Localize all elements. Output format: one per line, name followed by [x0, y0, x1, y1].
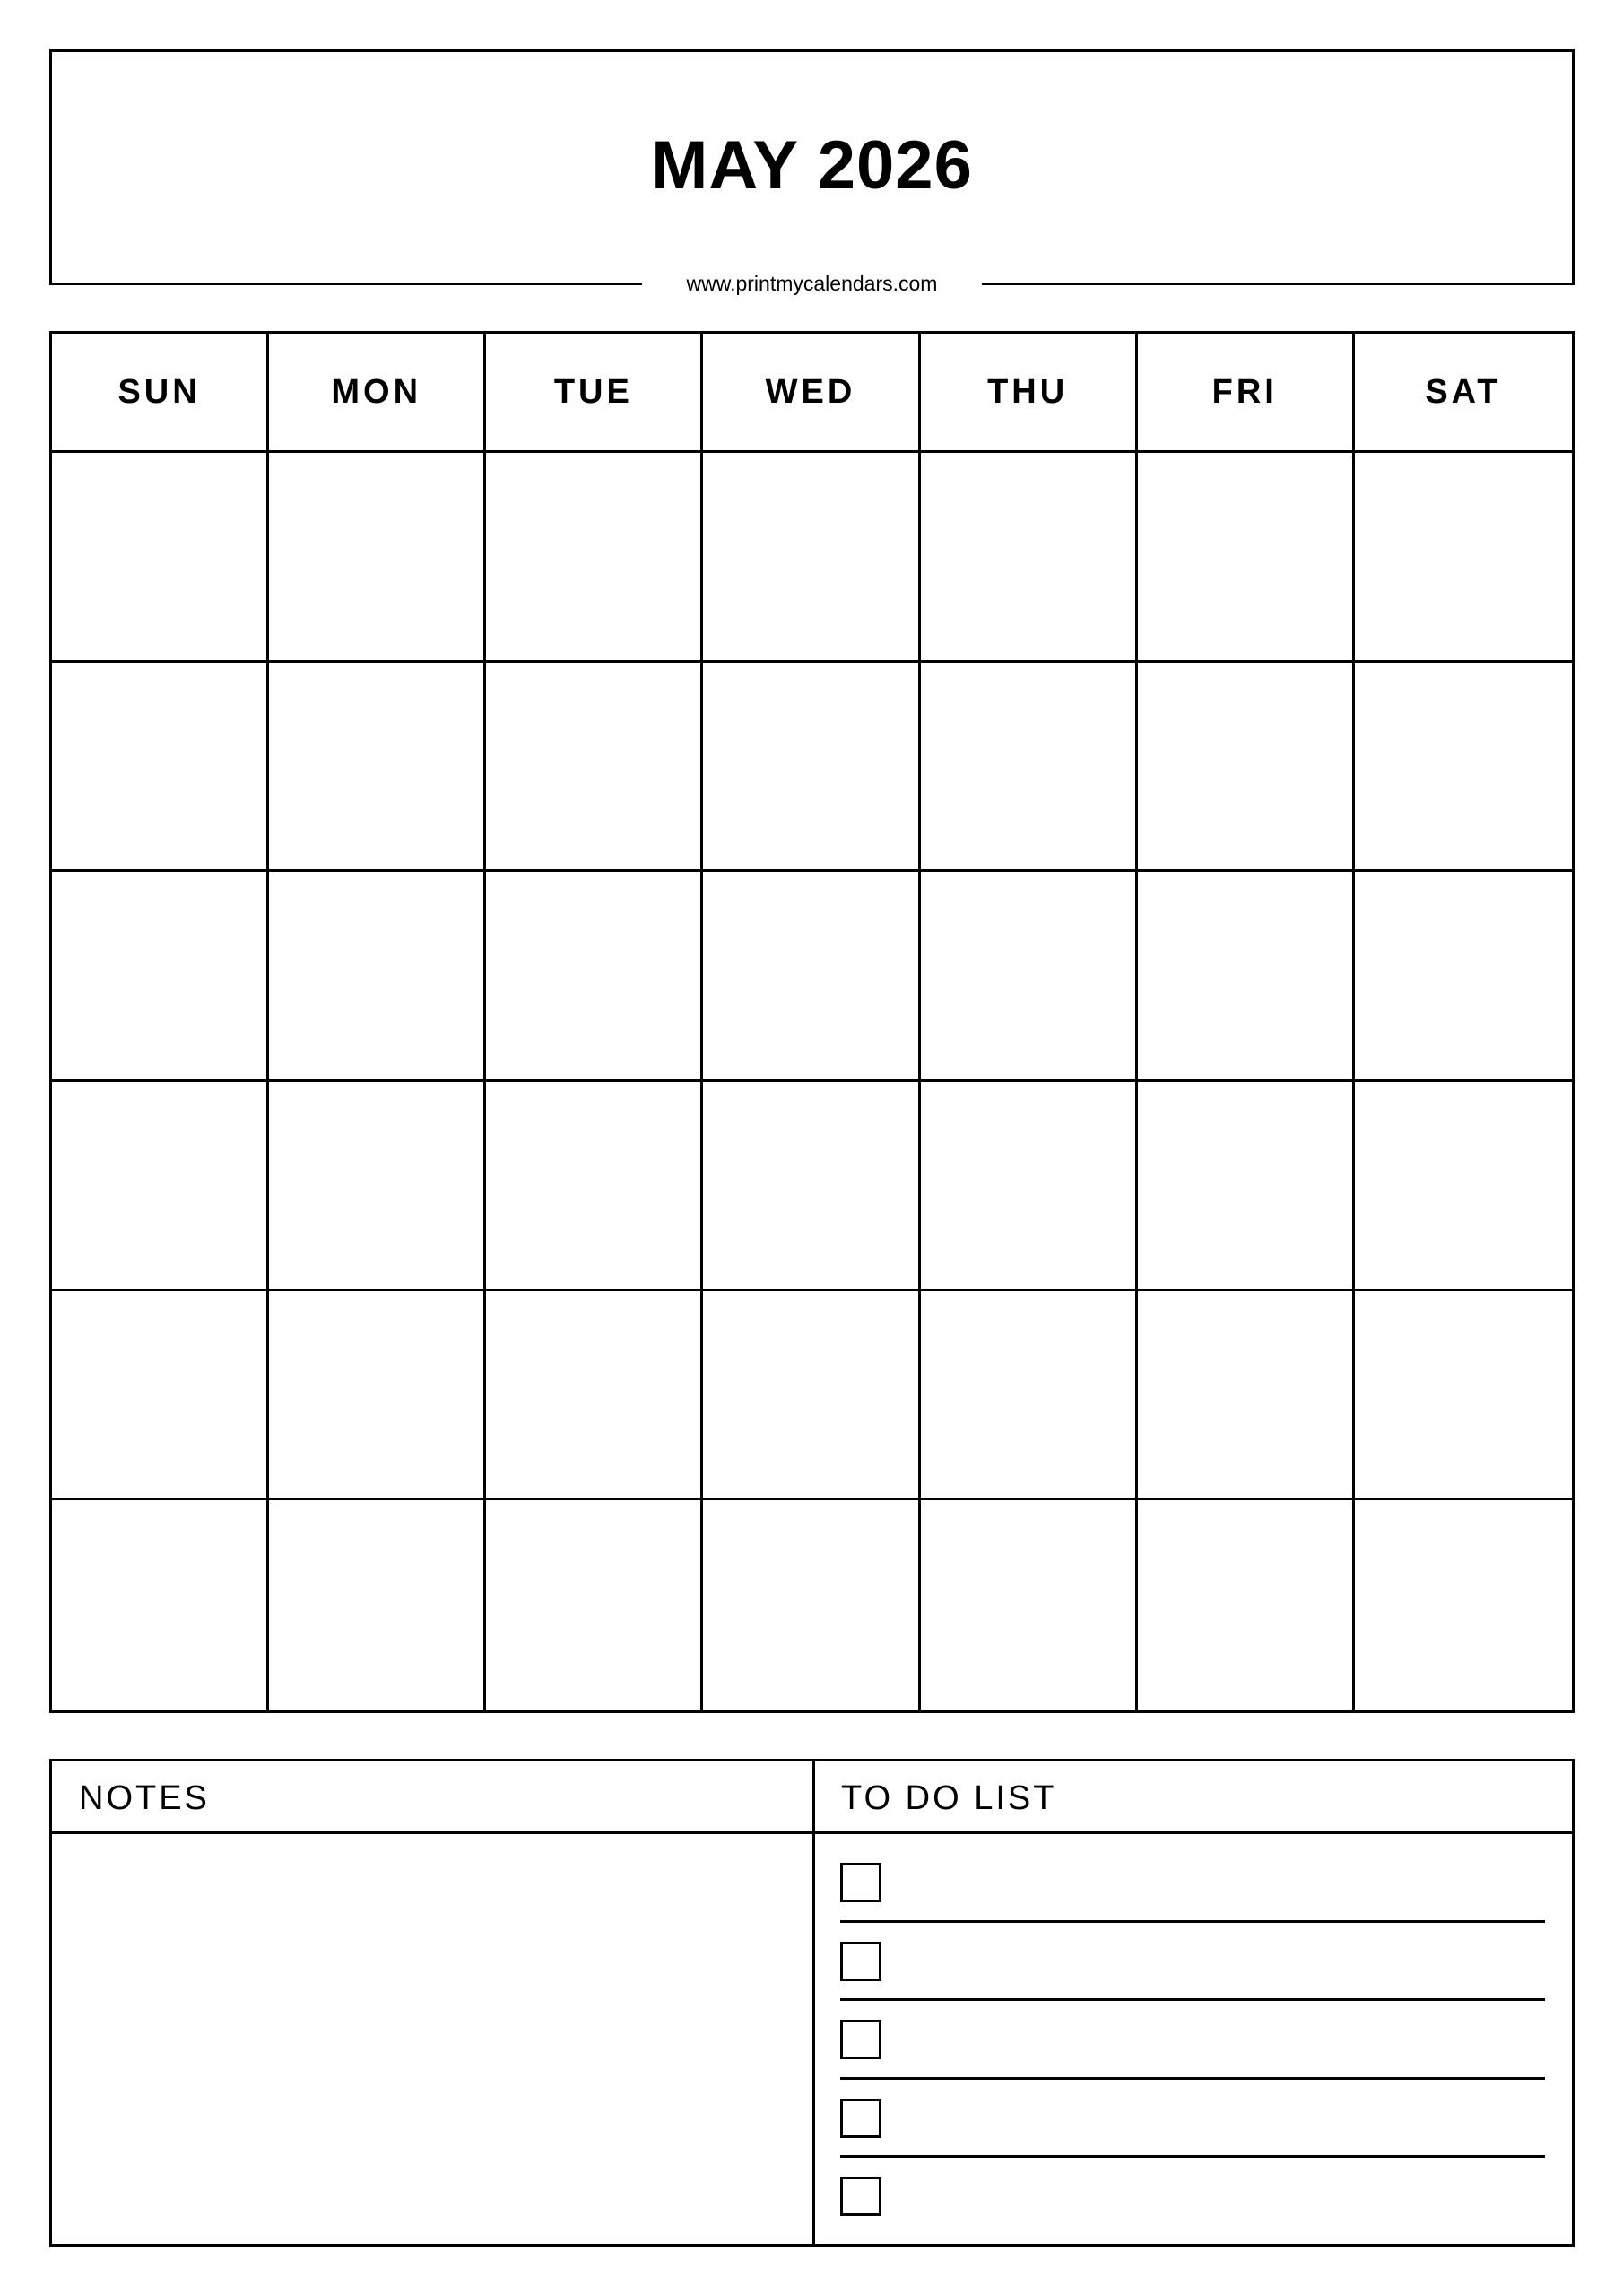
day-cell[interactable] — [703, 1500, 920, 1710]
day-cell[interactable] — [52, 1500, 269, 1710]
day-cell[interactable] — [703, 1082, 920, 1292]
weekday-header-wed: WED — [703, 334, 920, 453]
day-cell[interactable] — [1355, 872, 1572, 1082]
weekday-header-sun: SUN — [52, 334, 269, 453]
day-cell[interactable] — [52, 1082, 269, 1292]
day-cell[interactable] — [52, 453, 269, 663]
day-cell[interactable] — [1138, 1500, 1355, 1710]
day-cell[interactable] — [269, 453, 486, 663]
weekday-header-mon: MON — [269, 334, 486, 453]
day-cell[interactable] — [269, 1082, 486, 1292]
day-cell[interactable] — [1138, 872, 1355, 1082]
day-cell[interactable] — [269, 1292, 486, 1501]
notes-area[interactable] — [52, 1834, 812, 2244]
day-cell[interactable] — [1355, 663, 1572, 873]
header-divider-left — [49, 283, 642, 285]
day-cell[interactable] — [52, 872, 269, 1082]
day-cell[interactable] — [703, 1292, 920, 1501]
todo-checkbox-2[interactable] — [840, 1942, 881, 1981]
day-cell[interactable] — [921, 1082, 1138, 1292]
day-cell[interactable] — [1138, 1082, 1355, 1292]
day-cell[interactable] — [1138, 1292, 1355, 1501]
day-cell[interactable] — [1138, 453, 1355, 663]
day-cell[interactable] — [486, 1082, 703, 1292]
day-cell[interactable] — [921, 663, 1138, 873]
day-cell[interactable] — [486, 872, 703, 1082]
day-cell[interactable] — [1355, 453, 1572, 663]
day-cell[interactable] — [1355, 1082, 1572, 1292]
day-cell[interactable] — [269, 872, 486, 1082]
day-cell[interactable] — [1355, 1500, 1572, 1710]
header-divider-right — [982, 283, 1575, 285]
day-cell[interactable] — [1138, 663, 1355, 873]
day-cell[interactable] — [52, 1292, 269, 1501]
day-cell[interactable] — [1355, 1292, 1572, 1501]
todo-line-1[interactable] — [840, 1920, 1545, 1923]
day-cell[interactable] — [703, 663, 920, 873]
day-cell[interactable] — [269, 663, 486, 873]
todo-line-3[interactable] — [840, 2077, 1545, 2080]
day-cell[interactable] — [703, 453, 920, 663]
day-cell[interactable] — [921, 1500, 1138, 1710]
weekday-header-thu: THU — [921, 334, 1138, 453]
weekday-header-tue: TUE — [486, 334, 703, 453]
day-cell[interactable] — [921, 872, 1138, 1082]
day-cell[interactable] — [486, 1292, 703, 1501]
todo-line-2[interactable] — [840, 1998, 1545, 2001]
todo-checkbox-5[interactable] — [840, 2177, 881, 2216]
calendar-grid — [49, 331, 1575, 1713]
day-cell[interactable] — [486, 453, 703, 663]
day-cell[interactable] — [486, 663, 703, 873]
website-link[interactable]: www.printmycalendars.com — [686, 272, 938, 295]
day-cell[interactable] — [269, 1500, 486, 1710]
todo-line-4[interactable] — [840, 2155, 1545, 2158]
day-cell[interactable] — [52, 663, 269, 873]
todo-checkbox-1[interactable] — [840, 1863, 881, 1902]
weekday-header-fri: FRI — [1138, 334, 1355, 453]
todo-checkbox-4[interactable] — [840, 2099, 881, 2138]
notes-label: NOTES — [79, 1779, 210, 1817]
day-cell[interactable] — [921, 1292, 1138, 1501]
day-cell[interactable] — [921, 453, 1138, 663]
day-cell[interactable] — [703, 872, 920, 1082]
day-cell[interactable] — [486, 1500, 703, 1710]
page-title: MAY 2026 — [651, 127, 973, 204]
weekday-header-sat: SAT — [1355, 334, 1572, 453]
todo-label: TO DO LIST — [841, 1779, 1057, 1817]
todo-checkbox-3[interactable] — [840, 2020, 881, 2059]
